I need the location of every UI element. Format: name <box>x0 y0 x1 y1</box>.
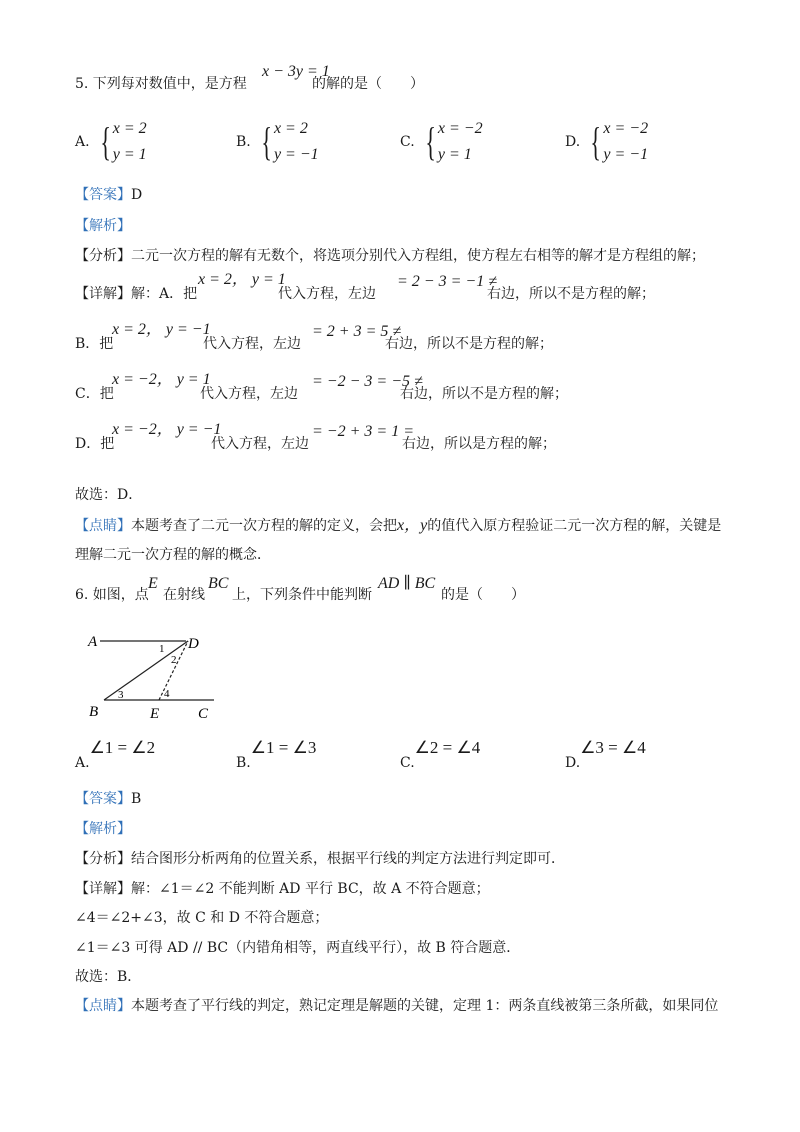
q5-detail-a <box>75 286 197 303</box>
q6-detail-line3: ∠1＝∠3 可得 AD // BC（内错角相等，两直线平行），故 B 符合题意． <box>75 940 521 956</box>
q5-stem-prefix: 5. 下列每对数值中，是方程 <box>75 76 247 92</box>
q6-ray: BC <box>208 575 229 592</box>
q6-choose: 故选：B． <box>75 969 142 985</box>
q6-detail-line1 <box>75 881 490 898</box>
q6-detail1: 解：∠1＝∠2 不能判断 AD 平行 BC，故 A 不符合题意； <box>131 881 490 897</box>
q5-detail-c-end: 右边，所以不是方程的解； <box>400 386 568 402</box>
angle-label-1: 1 <box>159 643 165 655</box>
fenxi-tag: 【分析】 <box>75 851 131 867</box>
q5-option-a-row2: y = 1 <box>112 146 147 163</box>
q5-detail-b-pre: B．把 <box>75 336 114 352</box>
q5-option-a-label: A. <box>75 134 90 150</box>
q6-dianjing <box>75 998 718 1015</box>
geometry-figure <box>80 628 230 724</box>
q5-detail-d-mid: 代入方程，左边 <box>211 436 309 452</box>
line-bd <box>104 641 188 700</box>
q6-detail-line2: ∠4＝∠2+∠3，故 C 和 D 不符合题意； <box>75 910 329 926</box>
q5-fenxi-text: 二元一次方程的解有无数个，将选项分别代入方程组，使方程左右相等的解才是方程组的解； <box>131 248 705 264</box>
q5-option-d-row2: y = −1 <box>603 146 649 163</box>
q6-dianjing-text: 本题考查了平行线的判定，熟记定理是解题的关键，定理 1：两条直线被第三条所截，如果同位 <box>131 998 719 1014</box>
angle-label-3: 3 <box>118 689 124 701</box>
q6-option-c <box>400 738 481 772</box>
q5-detail-c-pre: C．把 <box>75 386 114 402</box>
q6-option-d-label: D. <box>565 755 581 771</box>
q6-option-b-label: B. <box>236 755 251 771</box>
q5-option-d-label: D. <box>565 134 581 150</box>
q5-option-a <box>75 116 147 168</box>
brace-icon: { <box>99 119 111 164</box>
q5-analysis-tag: 【解析】 <box>75 218 131 234</box>
q5-option-c-label: C. <box>400 134 415 150</box>
q5-detail-a-math: x = 2， y = 1 <box>198 271 286 288</box>
detail-tag: 【详解】 <box>75 286 131 302</box>
q5-detail-c-math2: = −2 − 3 = −5 ≠ <box>312 373 423 390</box>
q5-detail-d-math2: = −2 + 3 = 1 = <box>312 423 414 440</box>
q6-stem-mid1: 在射线 <box>163 587 205 603</box>
q5-option-b-row2: y = −1 <box>273 146 319 163</box>
q5-fenxi <box>75 248 705 265</box>
q5-answer-value: D <box>131 187 143 203</box>
q5-option-b <box>236 116 319 168</box>
brace-icon: { <box>424 119 436 164</box>
q6-answer <box>75 791 141 808</box>
q6-fenxi-text: 结合图形分析两角的位置关系，根据平行线的判定方法进行判定即可． <box>131 851 565 867</box>
dianjing-tag: 【点睛】 <box>75 998 131 1014</box>
q6-option-d <box>565 738 646 772</box>
q5-stem <box>75 76 247 93</box>
q5-detail-c-mid: 代入方程，左边 <box>200 386 298 402</box>
q6-option-c-expr: ∠2 = ∠4 <box>414 738 481 757</box>
q5-dianjing1-end: 的值代入原方程验证二元一次方程的解，关键是 <box>427 518 722 534</box>
q6-option-a-label: A. <box>75 755 90 771</box>
q5-detail-b-math2: = 2 + 3 = 5 ≠ <box>312 323 402 340</box>
q6-fenxi <box>75 851 565 868</box>
q6-point-e: E <box>148 575 158 592</box>
q5-option-c-row1: x = −2 <box>437 120 483 137</box>
q5-dianjing1: 本题考查了二元一次方程的解的定义，会把 <box>131 518 397 534</box>
label-d: D <box>188 636 199 652</box>
q5-choose: 故选：D． <box>75 487 143 503</box>
q5-detail-b-mid: 代入方程，左边 <box>203 336 301 352</box>
q5-stem-suffix: 的解的是（ ） <box>312 76 424 92</box>
q5-option-d-row1: x = −2 <box>603 120 649 137</box>
q5-detail-a-math2: = 2 − 3 = −1 ≠ <box>397 273 497 290</box>
q5-dianjing1-math: x，y <box>397 517 428 534</box>
q5-detail-a-mid: 代入方程，左边 <box>278 286 376 302</box>
q6-option-c-label: C. <box>400 755 415 771</box>
q5-option-a-row1: x = 2 <box>112 120 147 137</box>
q5-detail-d-pre: D．把 <box>75 436 115 452</box>
label-b: B <box>89 704 99 720</box>
q5-detail-a-end: 右边，所以不是方程的解； <box>487 286 655 302</box>
q5-detail-c-math: x = −2， y = 1 <box>112 371 211 388</box>
answer-tag: 【答案】 <box>75 187 131 203</box>
fenxi-tag: 【分析】 <box>75 248 131 264</box>
q5-dianjing-line2: 理解二元一次方程的解的概念． <box>75 547 271 563</box>
q5-detail-b-end: 右边，所以不是方程的解； <box>385 336 553 352</box>
q6-option-d-expr: ∠3 = ∠4 <box>580 738 646 757</box>
q5-answer <box>75 187 142 204</box>
answer-tag: 【答案】 <box>75 791 131 807</box>
q6-answer-value: B <box>131 791 142 807</box>
q6-parallel: AD ∥ BC <box>378 575 436 592</box>
label-a: A <box>88 634 98 650</box>
q5-option-b-row1: x = 2 <box>273 120 308 137</box>
q5-detail-d-math: x = −2， y = −1 <box>112 421 222 438</box>
q6-option-b-expr: ∠1 = ∠3 <box>250 738 317 757</box>
q6-stem-prefix: 6. 如图，点 <box>75 587 149 603</box>
detail-tag: 【详解】 <box>75 881 131 897</box>
angle-label-4: 4 <box>164 688 170 700</box>
q5-option-b-label: B. <box>236 134 251 150</box>
brace-icon: { <box>590 119 602 164</box>
q5-equation: x − 3y = 1 <box>262 63 330 80</box>
q5-option-c-row2: y = 1 <box>437 146 472 163</box>
brace-icon: { <box>261 119 272 164</box>
q5-option-d <box>565 116 648 168</box>
q6-stem-mid2: 上，下列条件中能判断 <box>232 587 372 603</box>
q6-stem-suffix: 的是（ ） <box>441 587 525 603</box>
label-e: E <box>150 706 160 722</box>
q5-dianjing-line1 <box>75 516 721 535</box>
q6-option-b <box>236 738 317 772</box>
q5-option-c <box>400 116 483 168</box>
q6-option-a <box>75 738 156 772</box>
q6-option-a-expr: ∠1 = ∠2 <box>89 738 156 757</box>
label-c: C <box>198 706 209 722</box>
q6-analysis-tag: 【解析】 <box>75 821 131 837</box>
q5-detail-a-pre: 解：A．把 <box>131 286 198 302</box>
q5-detail-d-end: 右边，所以是方程的解； <box>402 436 556 452</box>
dianjing-tag: 【点睛】 <box>75 518 131 534</box>
angle-label-2: 2 <box>171 654 177 666</box>
q5-detail-b-math: x = 2， y = −1 <box>112 321 211 338</box>
